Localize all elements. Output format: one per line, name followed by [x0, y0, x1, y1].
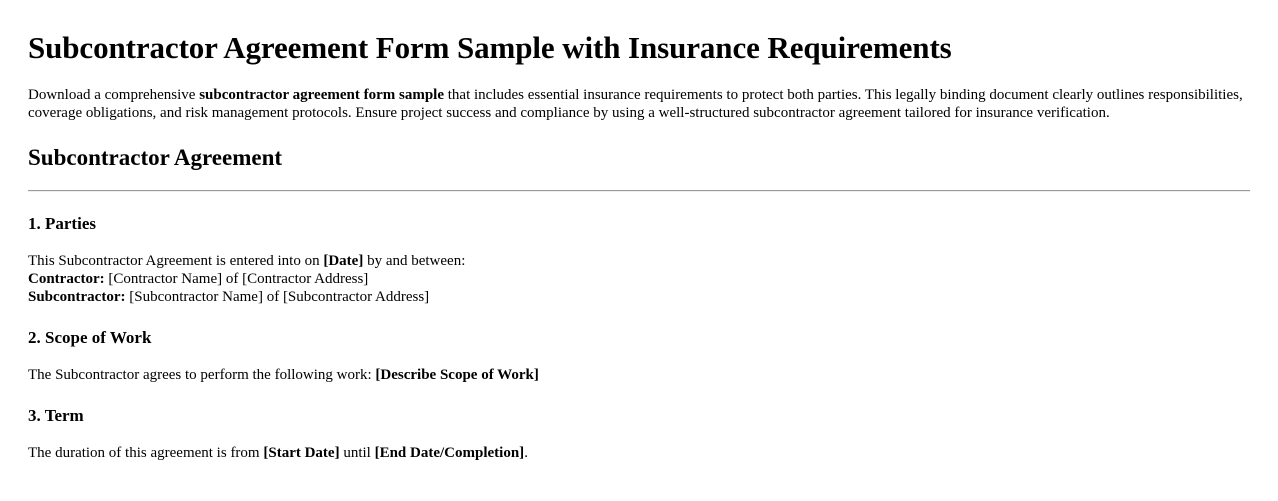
agreement-heading: Subcontractor Agreement: [28, 145, 283, 170]
term-paragraph: [28, 444, 1250, 462]
parties-heading: 1. Parties: [28, 214, 96, 233]
parties-intro-before: This Subcontractor Agreement is entered into on: [28, 253, 324, 269]
parties-intro-after: by and between:: [363, 253, 466, 269]
contractor-label: Contractor:: [28, 271, 105, 287]
term-text-before: The duration of this agreement is from: [28, 445, 264, 461]
contractor-value: [Contractor Name] of [Contractor Address]: [104, 271, 369, 287]
subcontractor-value: [Subcontractor Name] of [Subcontractor Address]: [125, 289, 430, 305]
intro-bold-text: subcontractor agreement form sample: [199, 87, 445, 103]
section-divider: [28, 190, 1250, 192]
intro-text-after: that includes essential insurance requirements to protect both parties. This legally binding document clearly outlines responsibilities, coverage obligations, and risk management protocols. Ensure project success and compliance by using a well-structured subcontractor agreement tailored for insurance verification.: [28, 87, 1243, 121]
scope-placeholder: [Describe Scope of Work]: [375, 367, 539, 383]
intro-text-before: Download a comprehensive: [28, 87, 200, 103]
page-title: Subcontractor Agreement Form Sample with Insurance Requirements: [28, 30, 952, 65]
intro-paragraph: [28, 86, 1250, 122]
parties-date-placeholder: [Date]: [323, 253, 364, 269]
term-start-placeholder: [Start Date]: [263, 445, 340, 461]
term-end-placeholder: [End Date/Completion]: [374, 445, 525, 461]
scope-heading: 2. Scope of Work: [28, 328, 152, 347]
scope-text: The Subcontractor agrees to perform the following work:: [28, 367, 376, 383]
term-text-middle: until: [339, 445, 375, 461]
term-heading: 3. Term: [28, 406, 84, 425]
subcontractor-label: Subcontractor:: [28, 289, 126, 305]
scope-paragraph: [28, 366, 1250, 384]
parties-paragraph: [28, 252, 1250, 306]
term-text-after: .: [524, 445, 528, 461]
